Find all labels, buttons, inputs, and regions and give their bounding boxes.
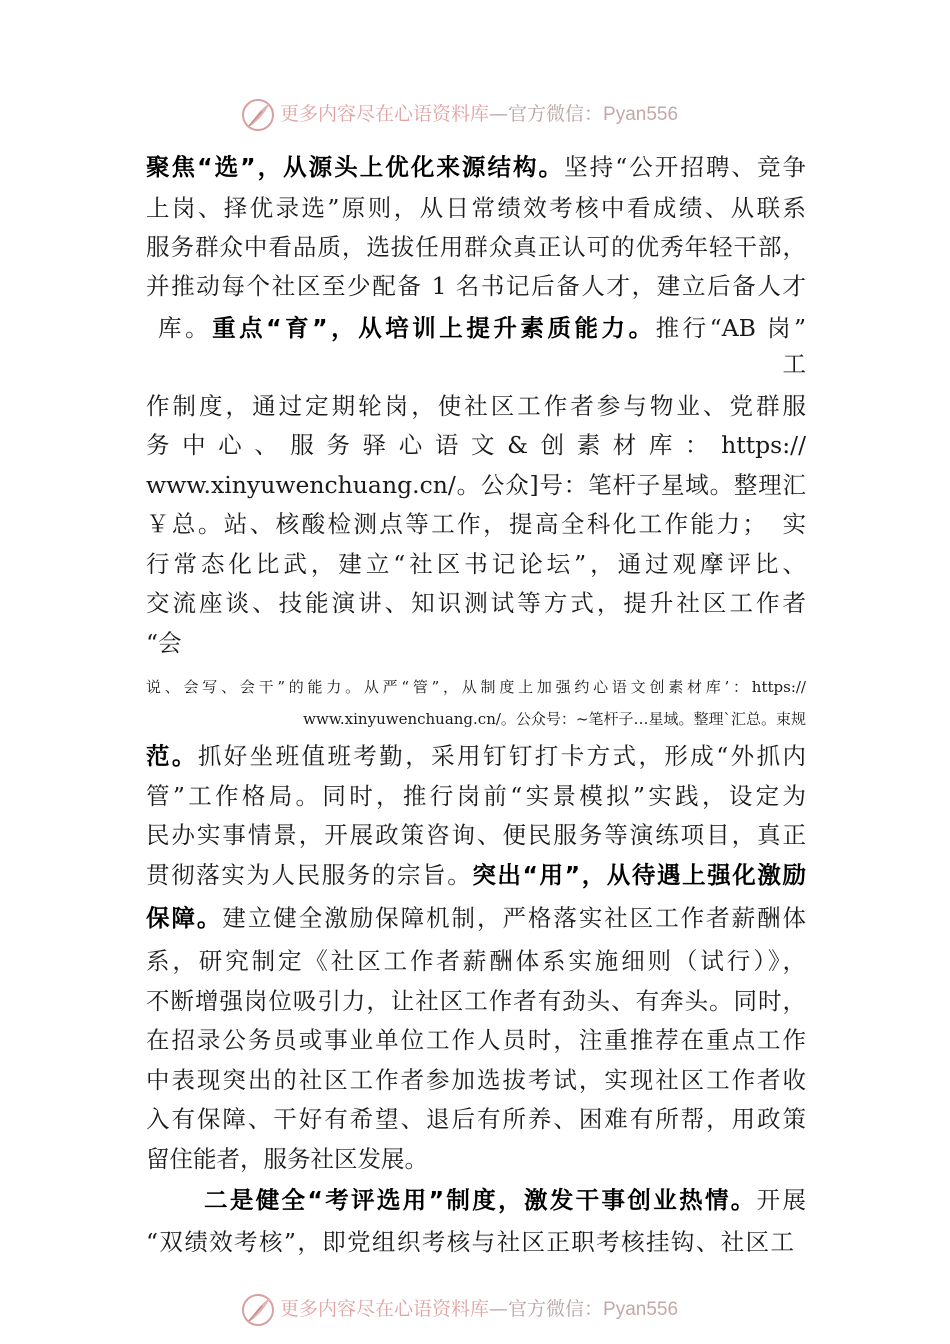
text-line: 入有保障、干好有希望、退后有所养、困难有所帮，用政策: [146, 1105, 806, 1133]
banner-label: 官方微信：: [508, 1298, 604, 1320]
bold-heading: 重点“育”，从培训上提升素质能力。: [212, 314, 656, 342]
text-line: 作制度，通过定期轮岗，使社区工作者参与物业、党群服: [146, 392, 806, 420]
banner-main: 更多内容尽在心语资料库: [280, 1298, 490, 1320]
bold-heading: 二是健全“考评选用”制度，激发干事创业热情。: [204, 1186, 757, 1214]
banner-text: [280, 1294, 678, 1325]
feather-logo-icon: [240, 97, 276, 133]
text-line: 二是健全“考评选用”制度，激发干事创业热情。开展: [204, 1186, 807, 1214]
header-banner: [0, 95, 950, 135]
text-line: 行常态化比武，建立“社区书记论坛”，通过观摩评比、: [146, 550, 806, 578]
banner-dash: —: [489, 1298, 509, 1320]
feather-logo-icon: [240, 1292, 276, 1328]
text-line: 库。重点“育”，从培训上提升素质能力。推行“AB 岗”: [158, 314, 806, 342]
text-line: 交流座谈、技能演讲、知识测试等方式，提升社区工作者: [146, 589, 806, 617]
text-line: 留住能者，服务社区发展。: [146, 1145, 428, 1173]
bold-heading: 突出“用”，从待遇上强化激励: [472, 861, 807, 889]
text-line: 服务群众中看品质，选拔任用群众真正认可的优秀年轻干部，: [146, 233, 806, 261]
text-line: www.xinyuwenchuang.cn/。公众]号：笔杆子星域。整理汇: [146, 471, 806, 499]
text-line: 务中心、服务驿心语文&创素材库：https://: [146, 431, 806, 459]
text-line: 工: [782, 350, 806, 378]
text-line: 在招录公务员或事业单位工作人员时，注重推荐在重点工作: [146, 1026, 806, 1054]
text-line: 保障。建立健全激励保障机制，严格落实社区工作者薪酬体: [146, 904, 807, 932]
banner-label: 官方微信：: [508, 103, 604, 125]
text-line: 贯彻落实为人民服务的宗旨。突出“用”，从待遇上强化激励: [146, 861, 807, 889]
text-line: “会: [146, 629, 182, 657]
banner-main: 更多内容尽在心语资料库: [280, 103, 490, 125]
text-line: 不断增强岗位吸引力，让社区工作者有劲头、有奔头。同时，: [146, 987, 806, 1015]
banner-wechat-id: Pyan556: [603, 1299, 679, 1320]
text-line: 聚焦“选”，从源头上优化来源结构。坚持“公开招聘、竞争: [146, 153, 807, 181]
text-line: 并推动每个社区至少配备 1 名书记后备人才，建立后备人才: [146, 272, 806, 300]
bold-heading: 保障。: [146, 904, 223, 932]
text-line: “双绩效考核”，即党组织考核与社区正职考核挂钩、社区工: [146, 1228, 794, 1256]
footer-banner: [0, 1290, 950, 1330]
banner-text: [280, 99, 678, 130]
small-text-line: 说、会写、会干”的能力。从严“管”，从制度上加强约心语文创素材库’：https://: [146, 678, 806, 696]
small-text-line: www.xinyuwenchuang.cn/。公众号：~笔杆子…星域。整理`汇总。束规: [303, 710, 806, 728]
text-line: 中表现突出的社区工作者参加选拔考试，实现社区工作者收: [146, 1066, 806, 1094]
bold-heading: 范。: [146, 742, 198, 770]
text-line: ￥总。站、核酸检测点等工作，提高全科化工作能力； 实: [146, 510, 806, 538]
text-line: 范。抓好坐班值班考勤，采用钉钉打卡方式，形成“外抓内: [146, 742, 807, 770]
banner-dash: —: [489, 103, 509, 125]
text-line: 系，研究制定《社区工作者薪酬体系实施细则（试行）》，: [146, 947, 806, 975]
bold-heading: 聚焦“选”，从源头上优化来源结构。: [146, 153, 565, 181]
text-line: 上岗、择优录选”原则，从日常绩效考核中看成绩、从联系: [146, 194, 806, 222]
text-line: 管”工作格局。同时，推行岗前“实景模拟”实践，设定为: [146, 782, 806, 810]
text-line: 民办实事情景，开展政策咨询、便民服务等演练项目，真正: [146, 821, 806, 849]
banner-wechat-id: Pyan556: [603, 104, 679, 125]
